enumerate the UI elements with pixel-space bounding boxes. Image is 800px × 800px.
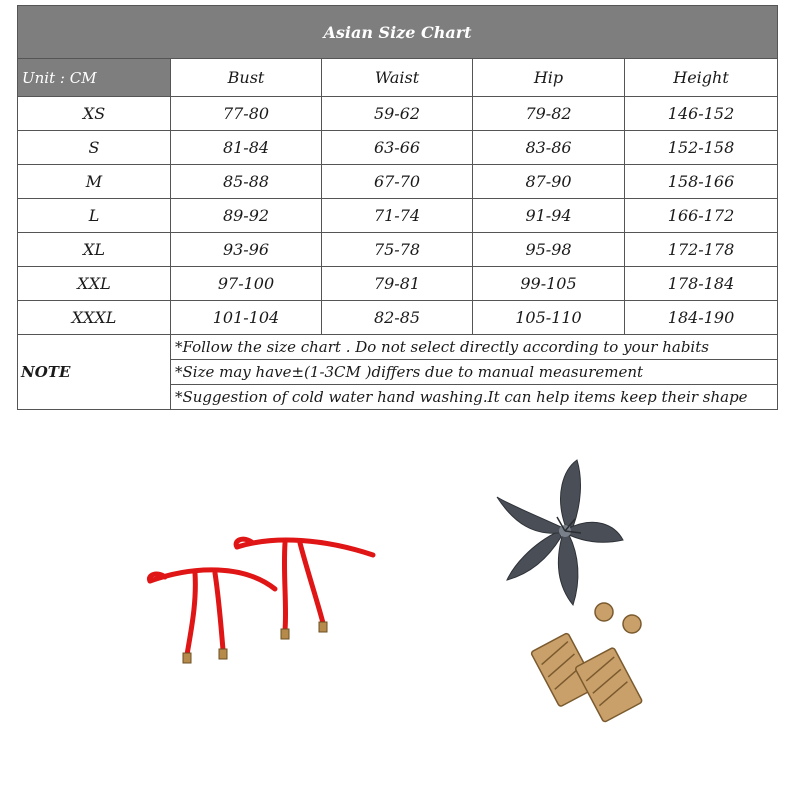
note-row (18, 335, 778, 360)
height-cell: 172-178 (625, 233, 778, 267)
gold-rectangle-earrings-icon (520, 598, 650, 723)
note-text: *Follow the size chart . Do not select directly according to your habits (171, 335, 778, 360)
chart-title: Asian Size Chart (18, 6, 778, 59)
bust-cell: 101-104 (171, 301, 322, 335)
height-cell: 152-158 (625, 131, 778, 165)
column-header: Waist (322, 59, 473, 97)
hip-cell: 87-90 (473, 165, 625, 199)
height-cell: 158-166 (625, 165, 778, 199)
hip-cell: 79-82 (473, 97, 625, 131)
size-cell: S (18, 131, 171, 165)
hip-cell: 83-86 (473, 131, 625, 165)
note-text: *Size may have±(1-3CM )differs due to manual measurement (171, 360, 778, 385)
size-cell: XL (18, 233, 171, 267)
note-text: *Suggestion of cold water hand washing.It can help items keep their shape (171, 385, 778, 410)
red-ribbon-choker-icon (135, 525, 385, 685)
size-cell: XXL (18, 267, 171, 301)
table-row (18, 267, 778, 301)
bust-cell: 89-92 (171, 199, 322, 233)
height-cell: 166-172 (625, 199, 778, 233)
table-row (18, 165, 778, 199)
height-cell: 146-152 (625, 97, 778, 131)
bust-cell: 97-100 (171, 267, 322, 301)
bust-cell: 81-84 (171, 131, 322, 165)
waist-cell: 82-85 (322, 301, 473, 335)
grey-lily-flower-icon (495, 455, 625, 615)
bust-cell: 93-96 (171, 233, 322, 267)
waist-cell: 71-74 (322, 199, 473, 233)
hip-cell: 105-110 (473, 301, 625, 335)
waist-cell: 79-81 (322, 267, 473, 301)
hip-cell: 91-94 (473, 199, 625, 233)
table-row (18, 199, 778, 233)
header-row (18, 59, 778, 97)
waist-cell: 75-78 (322, 233, 473, 267)
waist-cell: 63-66 (322, 131, 473, 165)
size-cell: L (18, 199, 171, 233)
size-cell: M (18, 165, 171, 199)
height-cell: 184-190 (625, 301, 778, 335)
size-cell: XXXL (18, 301, 171, 335)
table-row (18, 97, 778, 131)
hip-cell: 99-105 (473, 267, 625, 301)
note-label: NOTE (18, 335, 171, 410)
unit-label: Unit : CM (18, 59, 171, 97)
hip-cell: 95-98 (473, 233, 625, 267)
bust-cell: 85-88 (171, 165, 322, 199)
waist-cell: 67-70 (322, 165, 473, 199)
height-cell: 178-184 (625, 267, 778, 301)
table-row (18, 301, 778, 335)
size-chart-table (17, 5, 778, 410)
waist-cell: 59-62 (322, 97, 473, 131)
column-header: Bust (171, 59, 322, 97)
column-header: Hip (473, 59, 625, 97)
size-cell: XS (18, 97, 171, 131)
table-row (18, 131, 778, 165)
column-header: Height (625, 59, 778, 97)
table-row (18, 233, 778, 267)
bust-cell: 77-80 (171, 97, 322, 131)
